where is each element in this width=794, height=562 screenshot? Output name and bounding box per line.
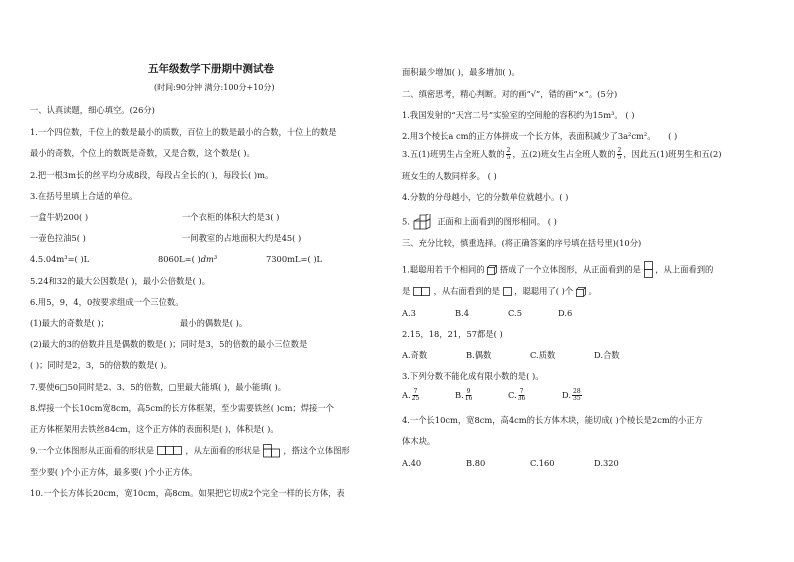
choice-3-fraction-b: $\frac{9}{16}$	[464, 388, 473, 402]
section-1-heading: 一、认真读题，细心填空。(26分)	[30, 105, 155, 115]
choice-3-option-b: B. $\frac{9}{16}$	[455, 388, 473, 402]
q3-a1: 一盒牛奶200( )	[30, 212, 89, 222]
judge-3-text-a: 3.五(1)班男生占全班人数的	[402, 149, 505, 159]
q3-b2: 一间教室的占地面积大约是45( )	[182, 233, 302, 243]
choice-1-text-c: ，从上面看到的	[655, 264, 714, 275]
q10-continued: 面积最少增加( )，最多增加( )。	[402, 67, 520, 77]
front-view-vertical-icon	[644, 261, 653, 279]
choice-1-option-d: D.6	[558, 308, 573, 318]
choice-3: 3.下列分数不能化成有限小数的是( )。	[402, 371, 544, 381]
judge-3-fraction-2: $\frac{2}{5}$	[617, 147, 622, 161]
section-3-heading: 三、充分比较，慎重选择。(将正确答案的序号填在括号里)(10分)	[402, 238, 642, 248]
judge-4: 4.分数的分母越小，它的分数单位就越小。( )	[402, 192, 569, 202]
q1-line1: 1.一个四位数，千位上的数是最小的质数，百位上的数是最小的合数，十位上的数是	[30, 127, 337, 137]
q4-c: 7300mL=( )L	[266, 254, 323, 264]
q5: 5.24和32的最大公因数是( )，最小公倍数是( )。	[30, 276, 211, 286]
judge-3-text-b: ，五(2)班女生占全班人数的	[512, 149, 616, 159]
q4-b-unit: dm³	[200, 254, 218, 264]
q7: 7.要使6□50同时是2、3、5的倍数，□里最大能填( )，最小能填( )。	[30, 382, 287, 392]
front-view-figure-icon	[157, 446, 183, 456]
q6-1b: 最小的偶数是( )。	[180, 318, 248, 328]
q6-2-line2: ( )；同时是2，3，5的倍数的数是( )。	[30, 360, 172, 370]
judge-1: 1.我国发射的“天宫二号”实验室的空间舱的容积约为15m³。 ( )	[402, 110, 635, 120]
judge-2-text: 2.用3个棱长a cm的正方体拼成一个长方体，表面积减少了3a²cm²。	[402, 131, 656, 141]
q4-b	[158, 253, 217, 265]
judge-3-line1	[402, 148, 722, 161]
choice-1-option-a: A.3	[402, 308, 416, 318]
choice-3-fraction-a: $\frac{7}{25}$	[411, 388, 420, 402]
q3: 3.在括号里填上合适的单位。	[30, 191, 138, 201]
judge-3-line2: 班女生的人数同样多。 ( )	[402, 171, 497, 181]
judge-5	[402, 214, 557, 230]
choice-1-option-c: C.5	[508, 308, 522, 318]
choice-1-text-f: ，聪聪用了( )个	[514, 286, 574, 296]
small-cube-icon-2	[576, 287, 586, 297]
q9-text-c: ，搭这个立体图形	[283, 445, 350, 456]
q8-line2: 正方体框架用去铁丝84cm，这个正方体的表面积是( )，体积是( )。	[30, 424, 279, 434]
exam-subtitle: (时间:90分钟 满分:100分+10分)	[154, 83, 275, 92]
top-view-figure-icon	[413, 287, 431, 296]
choice-1-line1	[402, 261, 713, 279]
q1-line2: 最小的奇数，个位上的数既是奇数，又是合数，这个数是( )。	[30, 148, 255, 158]
choice-4-option-a: A.40	[402, 458, 422, 468]
choice-1-text-b: 搭成了一个立体图形，从正面看到的是	[499, 264, 641, 275]
choice-3-option-d: D. $\frac{28}{35}$	[562, 388, 581, 402]
q4-b-text: 8060L=( )	[158, 254, 201, 264]
choice-4-line2: 体木块。	[402, 436, 436, 446]
q9-text-a: 9.一个立体图形从正面看的形状是	[30, 445, 155, 456]
choice-3-fraction-c: $\frac{7}{36}$	[517, 388, 526, 402]
right-view-figure-icon	[503, 287, 512, 296]
choice-1-option-b: B.4	[455, 308, 470, 318]
choice-2: 2.15，18，21，57都是( )	[402, 329, 503, 339]
q4-a: 4.5.04m³=( )L	[30, 254, 90, 264]
q9-text-b: ，从左面看的形状是	[185, 445, 261, 456]
choice-4-option-c: C.160	[530, 458, 555, 468]
left-view-figure-icon	[263, 444, 281, 458]
q3-b1: 一壶色拉油5( )	[30, 233, 86, 243]
cube-stack-figure-icon	[413, 214, 435, 230]
choice-4-option-b: B.80	[466, 458, 486, 468]
choice-2-option-c: C.质数	[530, 350, 556, 360]
judge-5-text-b: 正面和上面看到的图形相同。 ( )	[437, 216, 557, 227]
choice-1-text-d: 是	[402, 286, 411, 296]
choice-4-line1: 4.一个长10cm，宽8cm，高4cm的长方体木块，能切成( )个棱长是2cm的小正方	[402, 415, 703, 425]
choice-1-text-e: ，从右面看到的是	[433, 286, 500, 296]
judge-3-text-c: ，因此五(1)班男生和五(2)	[623, 149, 722, 159]
q3-a2: 一个衣柜的体积大约是3( )	[182, 212, 280, 222]
q6: 6.用5，9，4，0按要求组成一个三位数。	[30, 297, 184, 307]
judge-3-fraction-1: $\frac{2}{5}$	[506, 147, 511, 161]
judge-2-blank: ( )	[668, 131, 678, 141]
q10: 10.一个长方体长20cm，宽10cm，高8cm。如果把它切成2个完全一样的长方体，表	[30, 488, 345, 498]
choice-3-option-c: C. $\frac{7}{36}$	[508, 388, 526, 402]
exam-title: 五年级数学下册期中测试卷	[148, 63, 274, 75]
choice-1-line2	[402, 285, 597, 297]
q6-1a: (1)最大的奇数是( )；	[30, 318, 109, 328]
section-2-heading: 二、缜密思考，精心判断。对的画“√”，错的画“×”。(5分)	[402, 89, 618, 99]
choice-4-option-d: D.320	[594, 458, 619, 468]
choice-1-text-a: 1.聪聪用若干个相同的	[402, 264, 485, 275]
judge-5-text-a: 5.	[402, 216, 410, 227]
choice-3-fraction-d: $\frac{28}{35}$	[573, 388, 581, 402]
choice-2-option-a: A.奇数	[402, 350, 428, 360]
q2: 2.把一根3m长的丝平均分成8段，每段占全长的( )，每段长( )m。	[30, 170, 274, 180]
small-cube-icon	[487, 265, 497, 275]
q8-line1: 8.焊接一个长10cm宽8cm，高5cm的长方体框架，至少需要铁丝( )cm；焊接一个	[30, 403, 334, 413]
q9-line1	[30, 444, 350, 458]
choice-2-option-d: D.合数	[594, 350, 620, 360]
choice-3-option-a: A. $\frac{7}{25}$	[402, 388, 420, 402]
q9-line2: 至少要( )个小正方体，最多要( )个小正方体。	[30, 467, 198, 477]
choice-1-text-g: 。	[588, 286, 597, 296]
judge-2	[402, 130, 677, 142]
q6-2-line1: (2)最大的3的倍数并且是偶数的数是( )；同时是3，5的倍数的最小三位数是	[30, 339, 308, 349]
choice-2-option-b: B.偶数	[466, 350, 492, 360]
